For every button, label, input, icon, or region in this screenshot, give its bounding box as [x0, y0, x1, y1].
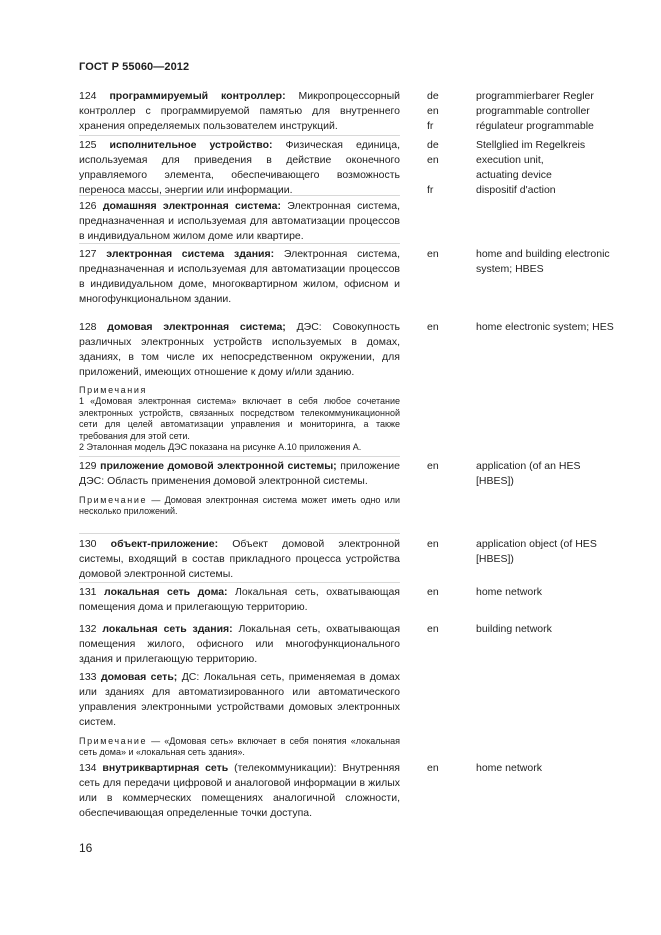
language-codes: en	[427, 586, 439, 598]
term-entry-133	[79, 670, 661, 759]
term-entry-129	[79, 459, 661, 518]
language-codes: de en fr	[427, 90, 439, 132]
term-name: локальная сеть дома:	[104, 586, 228, 598]
term-name: приложение домовой электронной системы;	[100, 460, 337, 472]
divider	[79, 456, 400, 457]
term-definition: Микропроцессорный контроллер с программируемой памятью для внутреннего хранения определяемых пользователем инструкций.	[79, 90, 400, 132]
term-name: локальная сеть здания:	[102, 623, 233, 635]
note-title: Примечания	[79, 385, 147, 395]
entry-text: 124 программируемый контроллер: Микропроцессорный контроллер с программируемой памятью для внутреннего хранения определяемых пользователем инструкций.	[79, 90, 400, 132]
note-title: Примечание	[79, 736, 148, 746]
language-codes: en	[427, 248, 439, 260]
note-item-2: 2 Эталонная модель ДЭС показана на рисунке А.10 приложения А.	[79, 442, 362, 453]
term-translations: building network	[476, 623, 552, 635]
term-translations: home electronic system; HES	[476, 321, 614, 333]
term-entry-130	[79, 537, 661, 582]
term-entry-127	[79, 247, 661, 307]
entry-note	[79, 495, 400, 518]
term-entry-125	[79, 138, 661, 198]
term-definition: (телекоммуникации): Внутренняя сеть для передачи цифровой и аналоговой информации в жилых или в коммерческих помещениях аналогичной сложности, обеспечивающая определенные точки доступа.	[79, 762, 400, 819]
term-translations: home network	[476, 762, 542, 774]
entry-text: 132 локальная сеть здания: Локальная сеть, охватывающая помещения жилого, офисного или многофункционального здания и прилегающую территорию.	[79, 623, 400, 665]
term-entry-131	[79, 585, 661, 615]
term-name: объект-приложение:	[110, 538, 219, 550]
divider	[79, 533, 400, 534]
term-translations: application (of an HES [HBES])	[476, 460, 581, 487]
term-name: электронная система здания:	[106, 248, 275, 260]
term-definition: Физическая единица, используемая для приведения в действие оконечного управляемого элемента, обеспечивающего возможность переноса массы, энергии или информации.	[79, 139, 401, 196]
term-definition: ДЭС: Совокупность различных электронных устройств используемых в домах, зданиях, в том числе их непосредственном окружении, для приложений, имеющих отношение к дому и/или зданию.	[79, 321, 401, 378]
term-translations: home network	[476, 586, 542, 598]
language-codes: en	[427, 623, 439, 635]
entry-text: 131 локальная сеть дома: Локальная сеть, охватывающая помещения дома и прилегающую территорию.	[79, 586, 400, 613]
document-header: ГОСТ Р 55060—2012	[79, 61, 190, 73]
language-codes: de en fr	[427, 139, 439, 196]
term-entry-124	[79, 89, 661, 134]
entry-text: 127 электронная система здания: Электронная система, предназначенная и используемая для автоматизации процессов в индивидуальном доме, многоквартирном жилом, офисном и многофункциональном здании.	[79, 248, 400, 305]
divider	[79, 195, 400, 196]
language-codes: en	[427, 538, 439, 550]
term-definition: Электронная система, предназначенная и используемая для автоматизации процессов в индивидуальном доме, многоквартирном жилом, офисном и многофункциональном здании.	[79, 248, 400, 305]
term-translations: application object (of HES [HBES])	[476, 538, 597, 565]
entry-text: 130 объект-приложение: Объект домовой электронной системы, входящий в состав прикладного процесса устройства домовой электронной системы.	[79, 538, 400, 580]
entry-text: 126 домашняя электронная система: Электронная система, предназначенная и используемая для автоматизации процессов в индивидуальном жилом доме или квартире.	[79, 200, 400, 242]
term-entry-128	[79, 320, 661, 453]
divider	[79, 135, 400, 136]
term-translations: Stellglied im Regelkreis execution unit, actuating device dispositif d'action	[476, 139, 586, 196]
note-text: — Домовая электронная система может иметь одно или несколько приложений.	[79, 495, 400, 517]
page-number: 16	[79, 841, 93, 855]
term-name: внутриквартирная сеть	[102, 762, 229, 774]
term-name: исполнительное устройство:	[109, 139, 273, 151]
term-definition: Локальная сеть, охватывающая помещения дома и прилегающую территорию.	[79, 586, 400, 613]
term-name: домовая сеть;	[100, 671, 178, 683]
entry-text: 129 приложение домовой электронной системы; приложение ДЭС: Область применения домовой электронной системы.	[79, 460, 400, 487]
term-entry-126	[79, 199, 661, 244]
entry-note	[79, 385, 400, 453]
term-definition: Локальная сеть, охватывающая помещения жилого, офисного или многофункционального здания и прилегающую территорию.	[79, 623, 400, 665]
entry-text: 125 исполнительное устройство: Физическая единица, используемая для приведения в действие оконечного управляемого элемента, обеспечивающего возможность переноса массы, энергии или информации.	[79, 139, 401, 196]
term-name: домашняя электронная система:	[102, 200, 281, 212]
note-text: — «Домовая сеть» включает в себя понятия «локальная сеть дома» и «локальная сеть здания».	[79, 736, 400, 758]
language-codes: en	[427, 762, 439, 774]
term-name: программируемый контроллер:	[109, 90, 286, 102]
entry-text: 133 домовая сеть; ДС: Локальная сеть, применяемая в домах или зданиях для автоматизированного или автоматического управления электронными устройствами домовых электронных систем.	[79, 671, 400, 728]
term-definition: Объект домовой электронной системы, входящий в состав прикладного процесса устройства домовой электронной системы.	[79, 538, 400, 580]
term-entry-134	[79, 761, 661, 821]
divider	[79, 243, 400, 244]
term-definition: Электронная система, предназначенная и используемая для автоматизации процессов в индивидуальном жилом доме или квартире.	[79, 200, 400, 242]
term-translations: programmierbarer Regler programmable controller régulateur programmable	[476, 90, 594, 132]
language-codes: en	[427, 460, 439, 472]
divider	[79, 582, 400, 583]
term-definition: ДС: Локальная сеть, применяемая в домах или зданиях для автоматизированного или автоматического управления электронными устройствами домовых электронных систем.	[79, 671, 400, 728]
term-name: домовая электронная система;	[107, 321, 286, 333]
language-codes: en	[427, 321, 439, 333]
entry-note	[79, 736, 400, 759]
term-entry-132	[79, 622, 661, 667]
entry-text: 128 домовая электронная система; ДЭС: Совокупность различных электронных устройств используемых в домах, зданиях, в том числе их непосредственном окружении, для приложений, имеющих отношение к дому и/или зданию.	[79, 321, 401, 378]
note-item-1: 1 «Домовая электронная система» включает в себя любое сочетание электронных устройств, связанных посредством телекоммуникационной сети для целей автоматизации управления и мониторинга, а также требования для этой сети.	[79, 396, 400, 441]
term-definition: приложение ДЭС: Область применения домовой электронной системы.	[79, 460, 400, 487]
term-translations: home and building electronic system; HBES	[476, 248, 610, 275]
entry-text: 134 внутриквартирная сеть (телекоммуникации): Внутренняя сеть для передачи цифровой и аналоговой информации в жилых или в коммерческих помещениях аналогичной сложности, обеспечивающая определенные точки доступа.	[79, 762, 400, 819]
note-title: Примечание	[79, 495, 148, 505]
